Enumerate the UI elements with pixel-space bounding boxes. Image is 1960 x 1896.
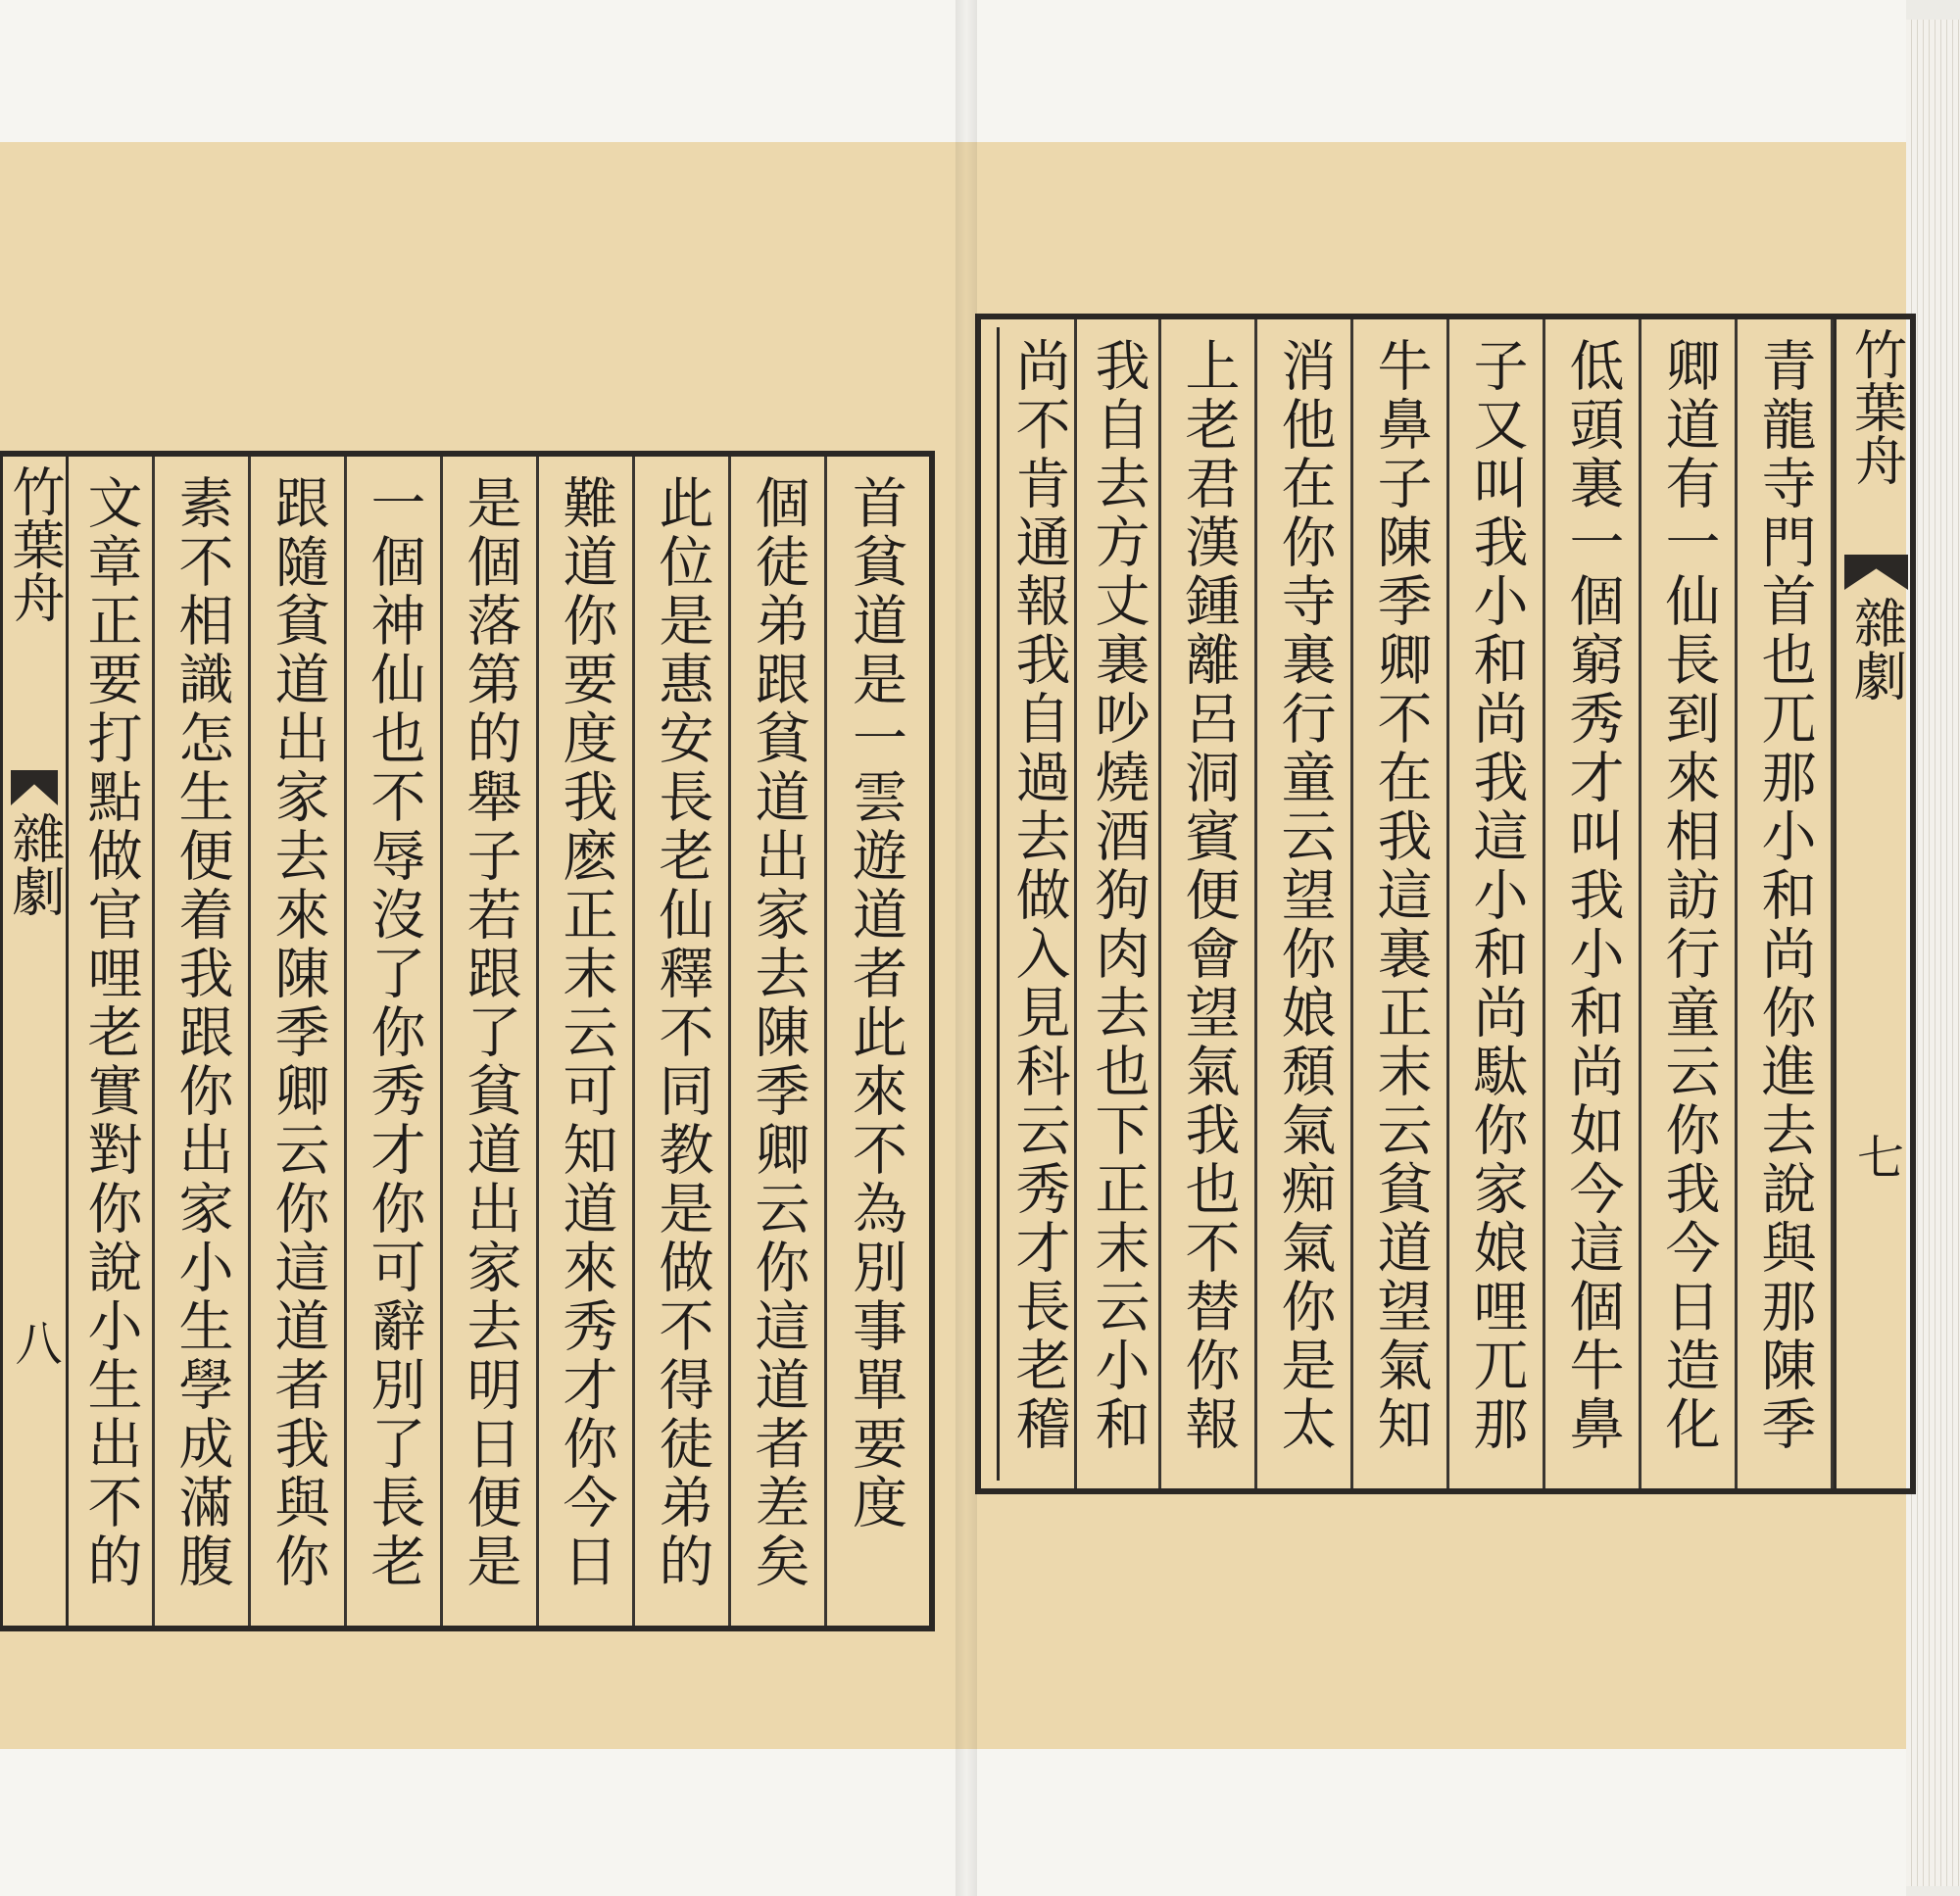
page-number: 八 — [7, 1319, 62, 1366]
text-column: 素不相識怎生便着我跟你出家小生學成滿腹 — [155, 457, 251, 1626]
text-column: 消他在你寺裏行童云望你娘頹氣痴氣你是太 — [1257, 319, 1353, 1488]
page-body — [965, 142, 1906, 1749]
book-gutter — [956, 0, 977, 1896]
paper-bottom-margin — [0, 1749, 965, 1896]
text-column: 卿道有一仙長到來相訪行童云你我今日造化 — [1642, 319, 1738, 1488]
text-column: 牛鼻子陳季卿不在我這裏正末云貧道望氣知 — [1353, 319, 1449, 1488]
paper-bottom-margin — [965, 1749, 1906, 1896]
text-column: 難道你要度我麽正末云可知道來秀才你今日 — [539, 457, 635, 1626]
text-column: 個徒弟跟貧道出家去陳季卿云你這道者差矣 — [731, 457, 827, 1626]
left-page — [0, 0, 965, 1896]
centre-fold — [1834, 319, 1916, 1488]
centre-fold — [0, 457, 69, 1626]
centre-subtitle: 雜劇 — [1845, 596, 1908, 702]
centre-title: 竹葉舟 — [4, 464, 66, 623]
text-frame — [975, 314, 1916, 1494]
paper-top-margin — [965, 0, 1906, 142]
text-column: 跟隨貧道出家去來陳季卿云你這道者我與你 — [251, 457, 347, 1626]
text-column: 一個神仙也不辱沒了你秀才你可辭別了長老 — [347, 457, 443, 1626]
fish-tail-ornament — [11, 770, 58, 805]
text-column: 青龍寺門首也兀那小和尚你進去說與那陳季 — [1738, 319, 1834, 1488]
frame-double-rule — [997, 327, 1000, 1481]
page-number: 七 — [1848, 1133, 1904, 1180]
text-column: 尚不肯通報我自過去做入見科云秀才長老稽 — [1003, 319, 1077, 1488]
text-frame — [0, 451, 935, 1631]
text-column: 我自去方丈裏吵燒酒狗肉去也下正末云小和 — [1077, 319, 1161, 1488]
centre-title: 竹葉舟 — [1845, 327, 1908, 486]
paper-top-margin — [0, 0, 965, 142]
text-column: 低頭裏一個窮秀才叫我小和尚如今這個牛鼻 — [1545, 319, 1642, 1488]
right-page — [965, 0, 1960, 1896]
fish-tail-ornament — [1844, 555, 1908, 590]
text-column: 首貧道是一雲遊道者此來不為別事單要度 — [844, 474, 907, 1532]
text-column: 此位是惠安長老仙釋不同教是做不得徒弟的 — [635, 457, 731, 1626]
text-column: 文章正要打點做官哩老實對你說小生出不的 — [69, 457, 155, 1626]
text-column: 上老君漢鍾離呂洞賓便會望氣我也不替你報 — [1161, 319, 1257, 1488]
centre-subtitle: 雜劇 — [4, 811, 66, 917]
page-body — [0, 142, 965, 1749]
text-column: 子又叫我小和尚我這小和尚駄你家娘哩兀那 — [1449, 319, 1545, 1488]
text-column: 是個落第的舉子若跟了貧道出家去明日便是 — [443, 457, 539, 1626]
